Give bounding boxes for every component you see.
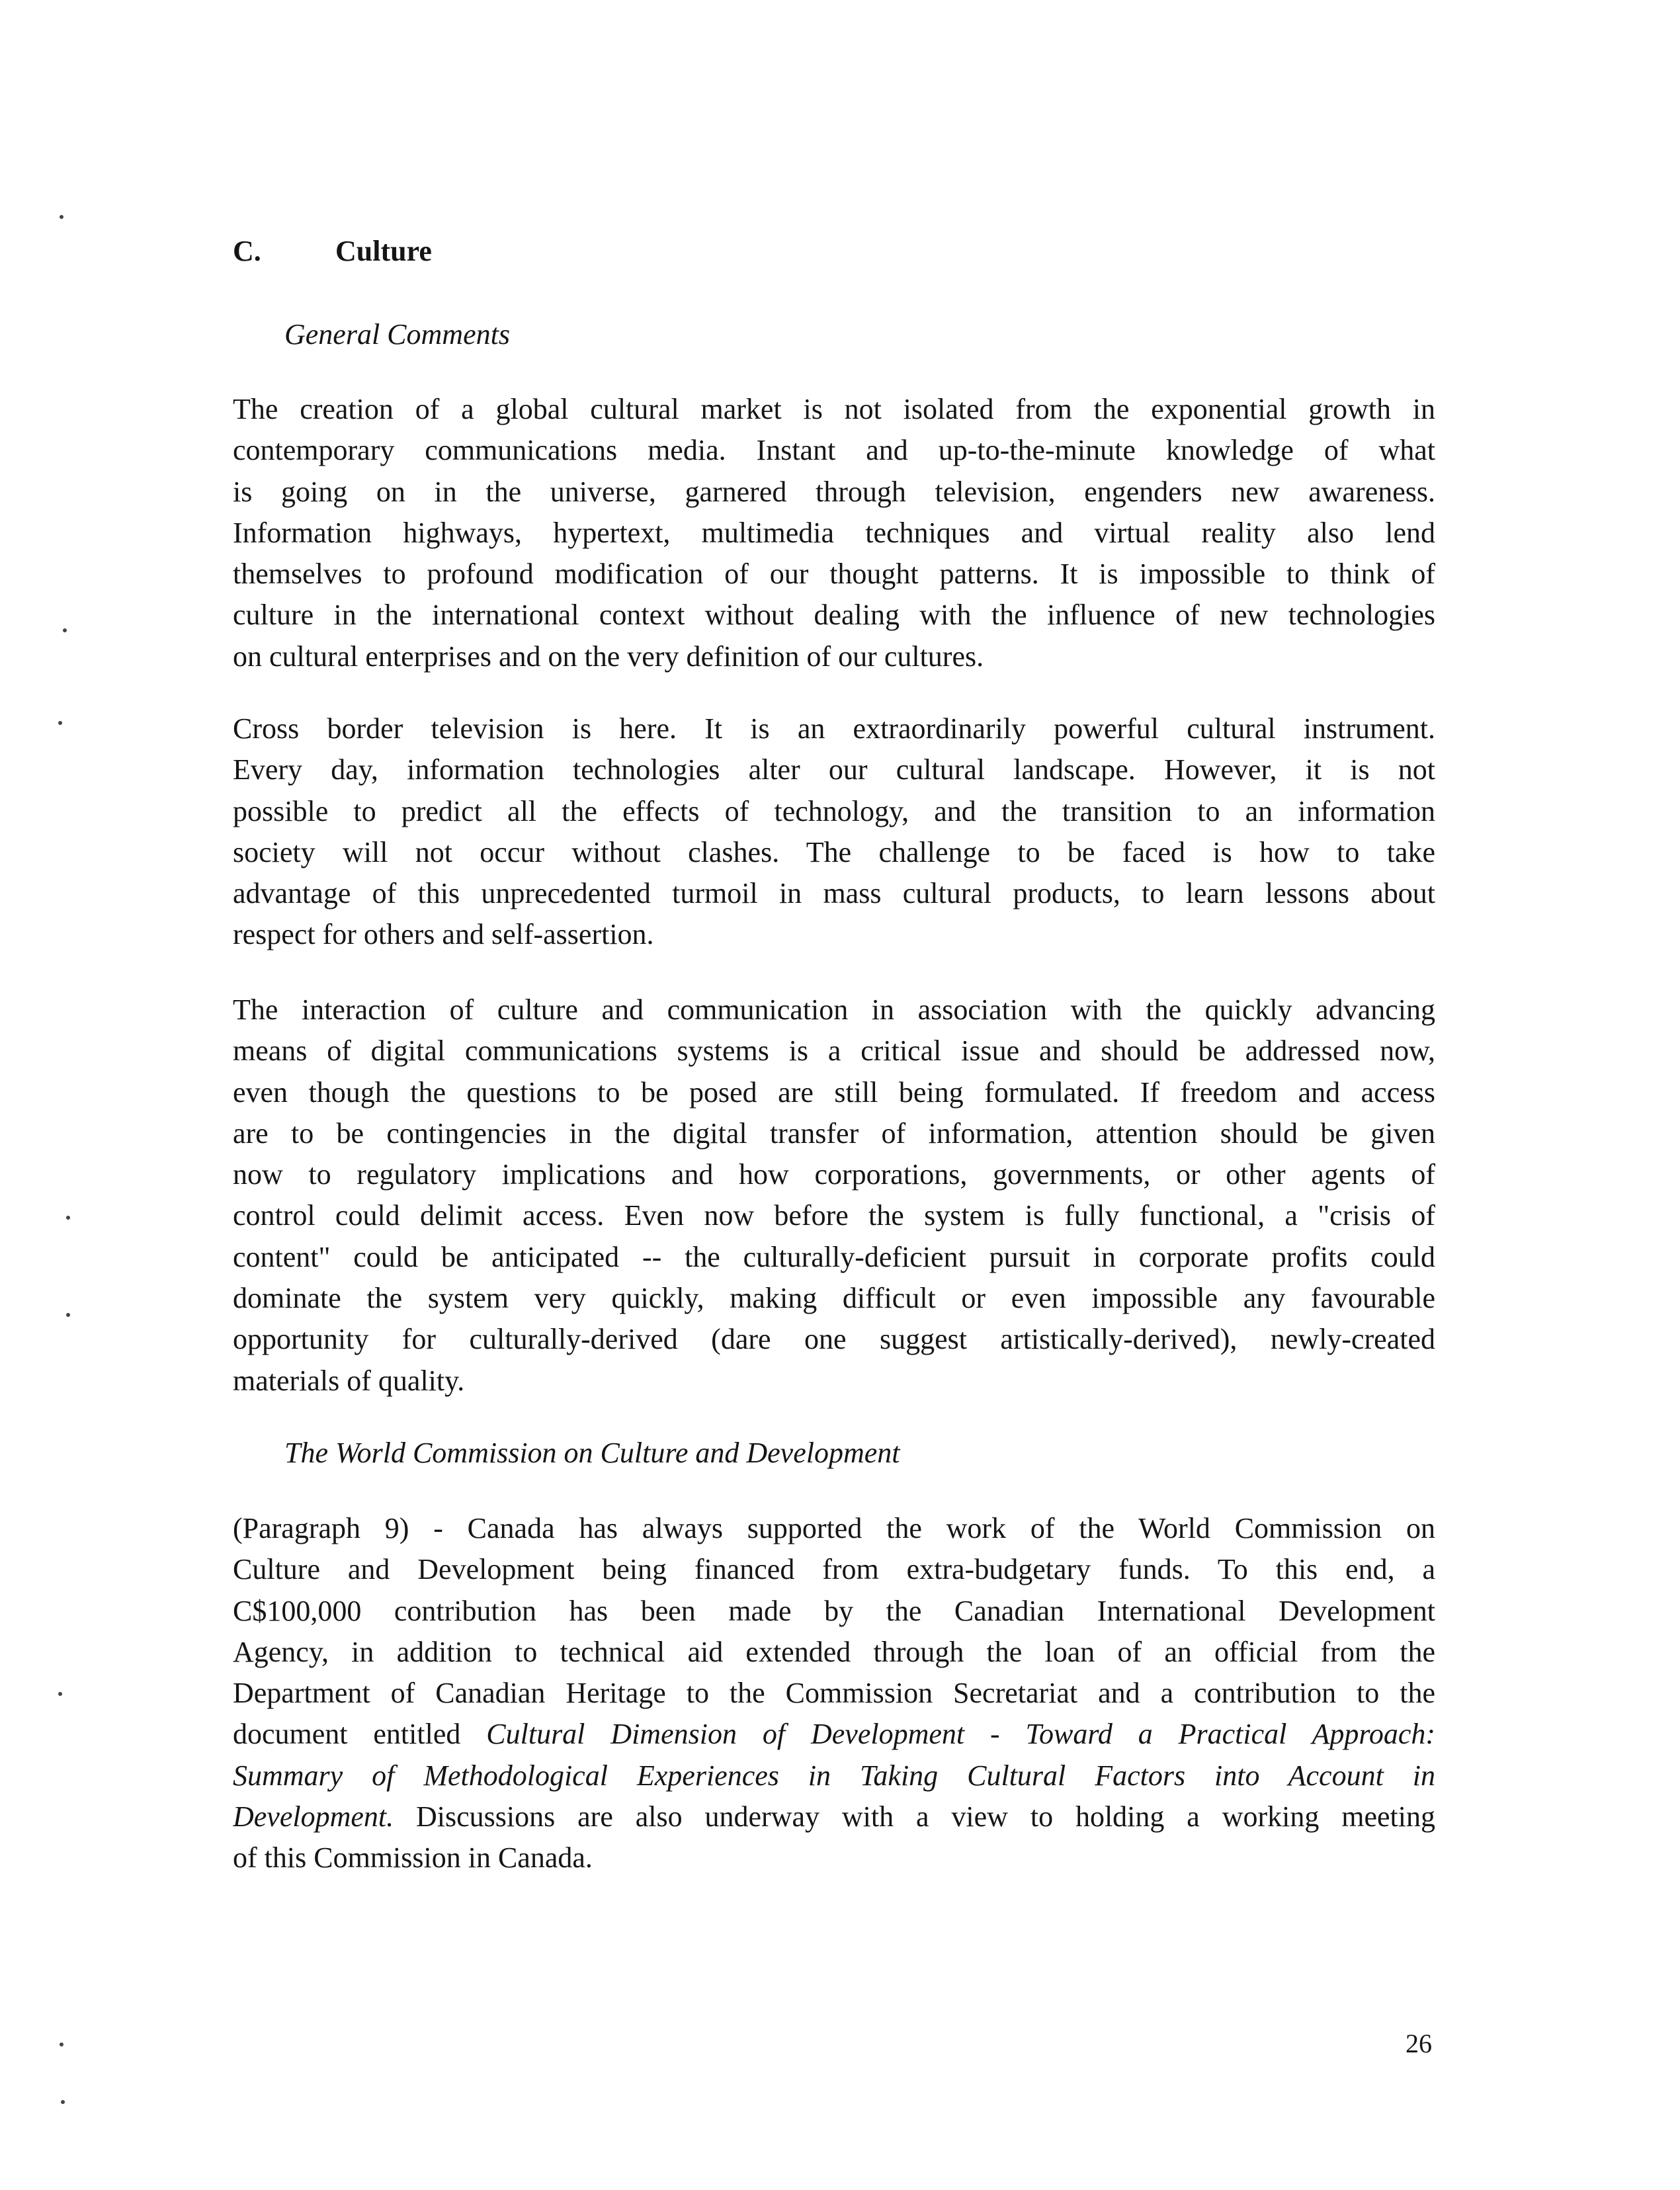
scan-speck <box>66 1216 70 1220</box>
paragraph-line: Department of Canadian Heritage to the Commission Secretariat and a contribution to the <box>233 1677 1435 1710</box>
paragraph-line: means of digital communications systems is a critical issue and should be addressed now, <box>233 1034 1435 1068</box>
paragraph-line: culture in the international context without dealing with the influence of new technologies <box>233 599 1435 632</box>
paragraph-text: Discussions are also underway with a view to holding a working meeting <box>394 1800 1435 1833</box>
scan-speck <box>66 1313 70 1317</box>
paragraph-line: contemporary communications media. Instant and up-to-the-minute knowledge of what <box>233 434 1435 467</box>
paragraph-line: The interaction of culture and communication in association with the quickly advancing <box>233 993 1435 1026</box>
section-heading <box>233 232 432 271</box>
paragraph-line: (Paragraph 9) - Canada has always supported the work of the World Commission on <box>233 1512 1435 1544</box>
paragraph-line: even though the questions to be posed are still being formulated. If freedom and access <box>233 1075 1435 1109</box>
paragraph-line: materials of quality. <box>233 1364 465 1397</box>
paragraph-line <box>233 1755 1435 1796</box>
paragraph-1 <box>233 389 1435 677</box>
section-letter: C. <box>233 235 261 267</box>
paragraph-line: society will not occur without clashes. The challenge to be faced is how to take <box>233 835 1435 868</box>
paragraph-line: Cross border television is here. It is an extraordinarily powerful cultural instrument. <box>233 712 1435 745</box>
paragraph-line: control could delimit access. Even now before the system is fully functional, a "crisis of <box>233 1199 1435 1232</box>
paragraph-3 <box>233 990 1435 1402</box>
paragraph-line: on cultural enterprises and on the very definition of our cultures. <box>233 640 984 673</box>
paragraph-line: Agency, in addition to technical aid extended through the loan of an official from the <box>233 1635 1435 1668</box>
paragraph-line: C$100,000 contribution has been made by the Canadian International Development <box>233 1594 1435 1627</box>
subheading-world-commission: The World Commission on Culture and Development <box>284 1437 900 1469</box>
document-title-part-2: Summary of Methodological Experiences in Taking Cultural Factors into Account in <box>233 1759 1435 1792</box>
paragraph-4 <box>233 1508 1435 1879</box>
paragraph-line: content" could be anticipated -- the culturally-deficient pursuit in corporate profits could <box>233 1240 1435 1273</box>
document-title-part-3: Development. <box>233 1800 394 1833</box>
subheading-general-comments: General Comments <box>284 318 510 351</box>
paragraph-line: are to be contingencies in the digital transfer of information, attention should be given <box>233 1116 1435 1150</box>
paragraph-line: of this Commission in Canada. <box>233 1841 593 1874</box>
paragraph-line: dominate the system very quickly, making difficult or even impossible any favourable <box>233 1282 1435 1315</box>
scan-speck <box>60 2043 63 2046</box>
section-title: Culture <box>335 235 432 267</box>
paragraph-line: The creation of a global cultural market is not isolated from the exponential growth in <box>233 393 1435 425</box>
paragraph-line: is going on in the universe, garnered through television, engenders new awareness. <box>233 475 1435 508</box>
paragraph-line: now to regulatory implications and how corporations, governments, or other agents of <box>233 1158 1435 1191</box>
paragraph-line: respect for others and self-assertion. <box>233 918 654 951</box>
scan-speck <box>63 628 67 632</box>
scan-speck <box>58 1692 62 1696</box>
scan-speck <box>58 721 62 725</box>
document-lead-text: document entitled <box>233 1718 487 1751</box>
paragraph-line: themselves to profound modification of our thought patterns. It is impossible to think of <box>233 558 1435 591</box>
paragraph-line: Culture and Development being financed from extra-budgetary funds. To this end, a <box>233 1553 1435 1586</box>
scan-speck <box>61 2100 65 2104</box>
document-title-part-1: Cultural Dimension of Development - Toward a Practical Approach: <box>486 1718 1435 1751</box>
paragraph-line: Every day, information technologies alter our cultural landscape. However, it is not <box>233 753 1435 786</box>
paragraph-line: possible to predict all the effects of technology, and the transition to an information <box>233 794 1435 827</box>
paragraph-line: opportunity for culturally-derived (dare one suggest artistically-derived), newly-created <box>233 1323 1435 1356</box>
paragraph-line <box>233 1714 1435 1755</box>
paragraph-line <box>233 1796 1435 1837</box>
paragraph-line: advantage of this unprecedented turmoil in mass cultural products, to learn lessons about <box>233 877 1435 910</box>
paragraph-line: Information highways, hypertext, multimedia techniques and virtual reality also lend <box>233 516 1435 549</box>
scan-speck <box>60 215 63 219</box>
paragraph-2 <box>233 708 1435 956</box>
page-number: 26 <box>1406 2029 1432 2058</box>
